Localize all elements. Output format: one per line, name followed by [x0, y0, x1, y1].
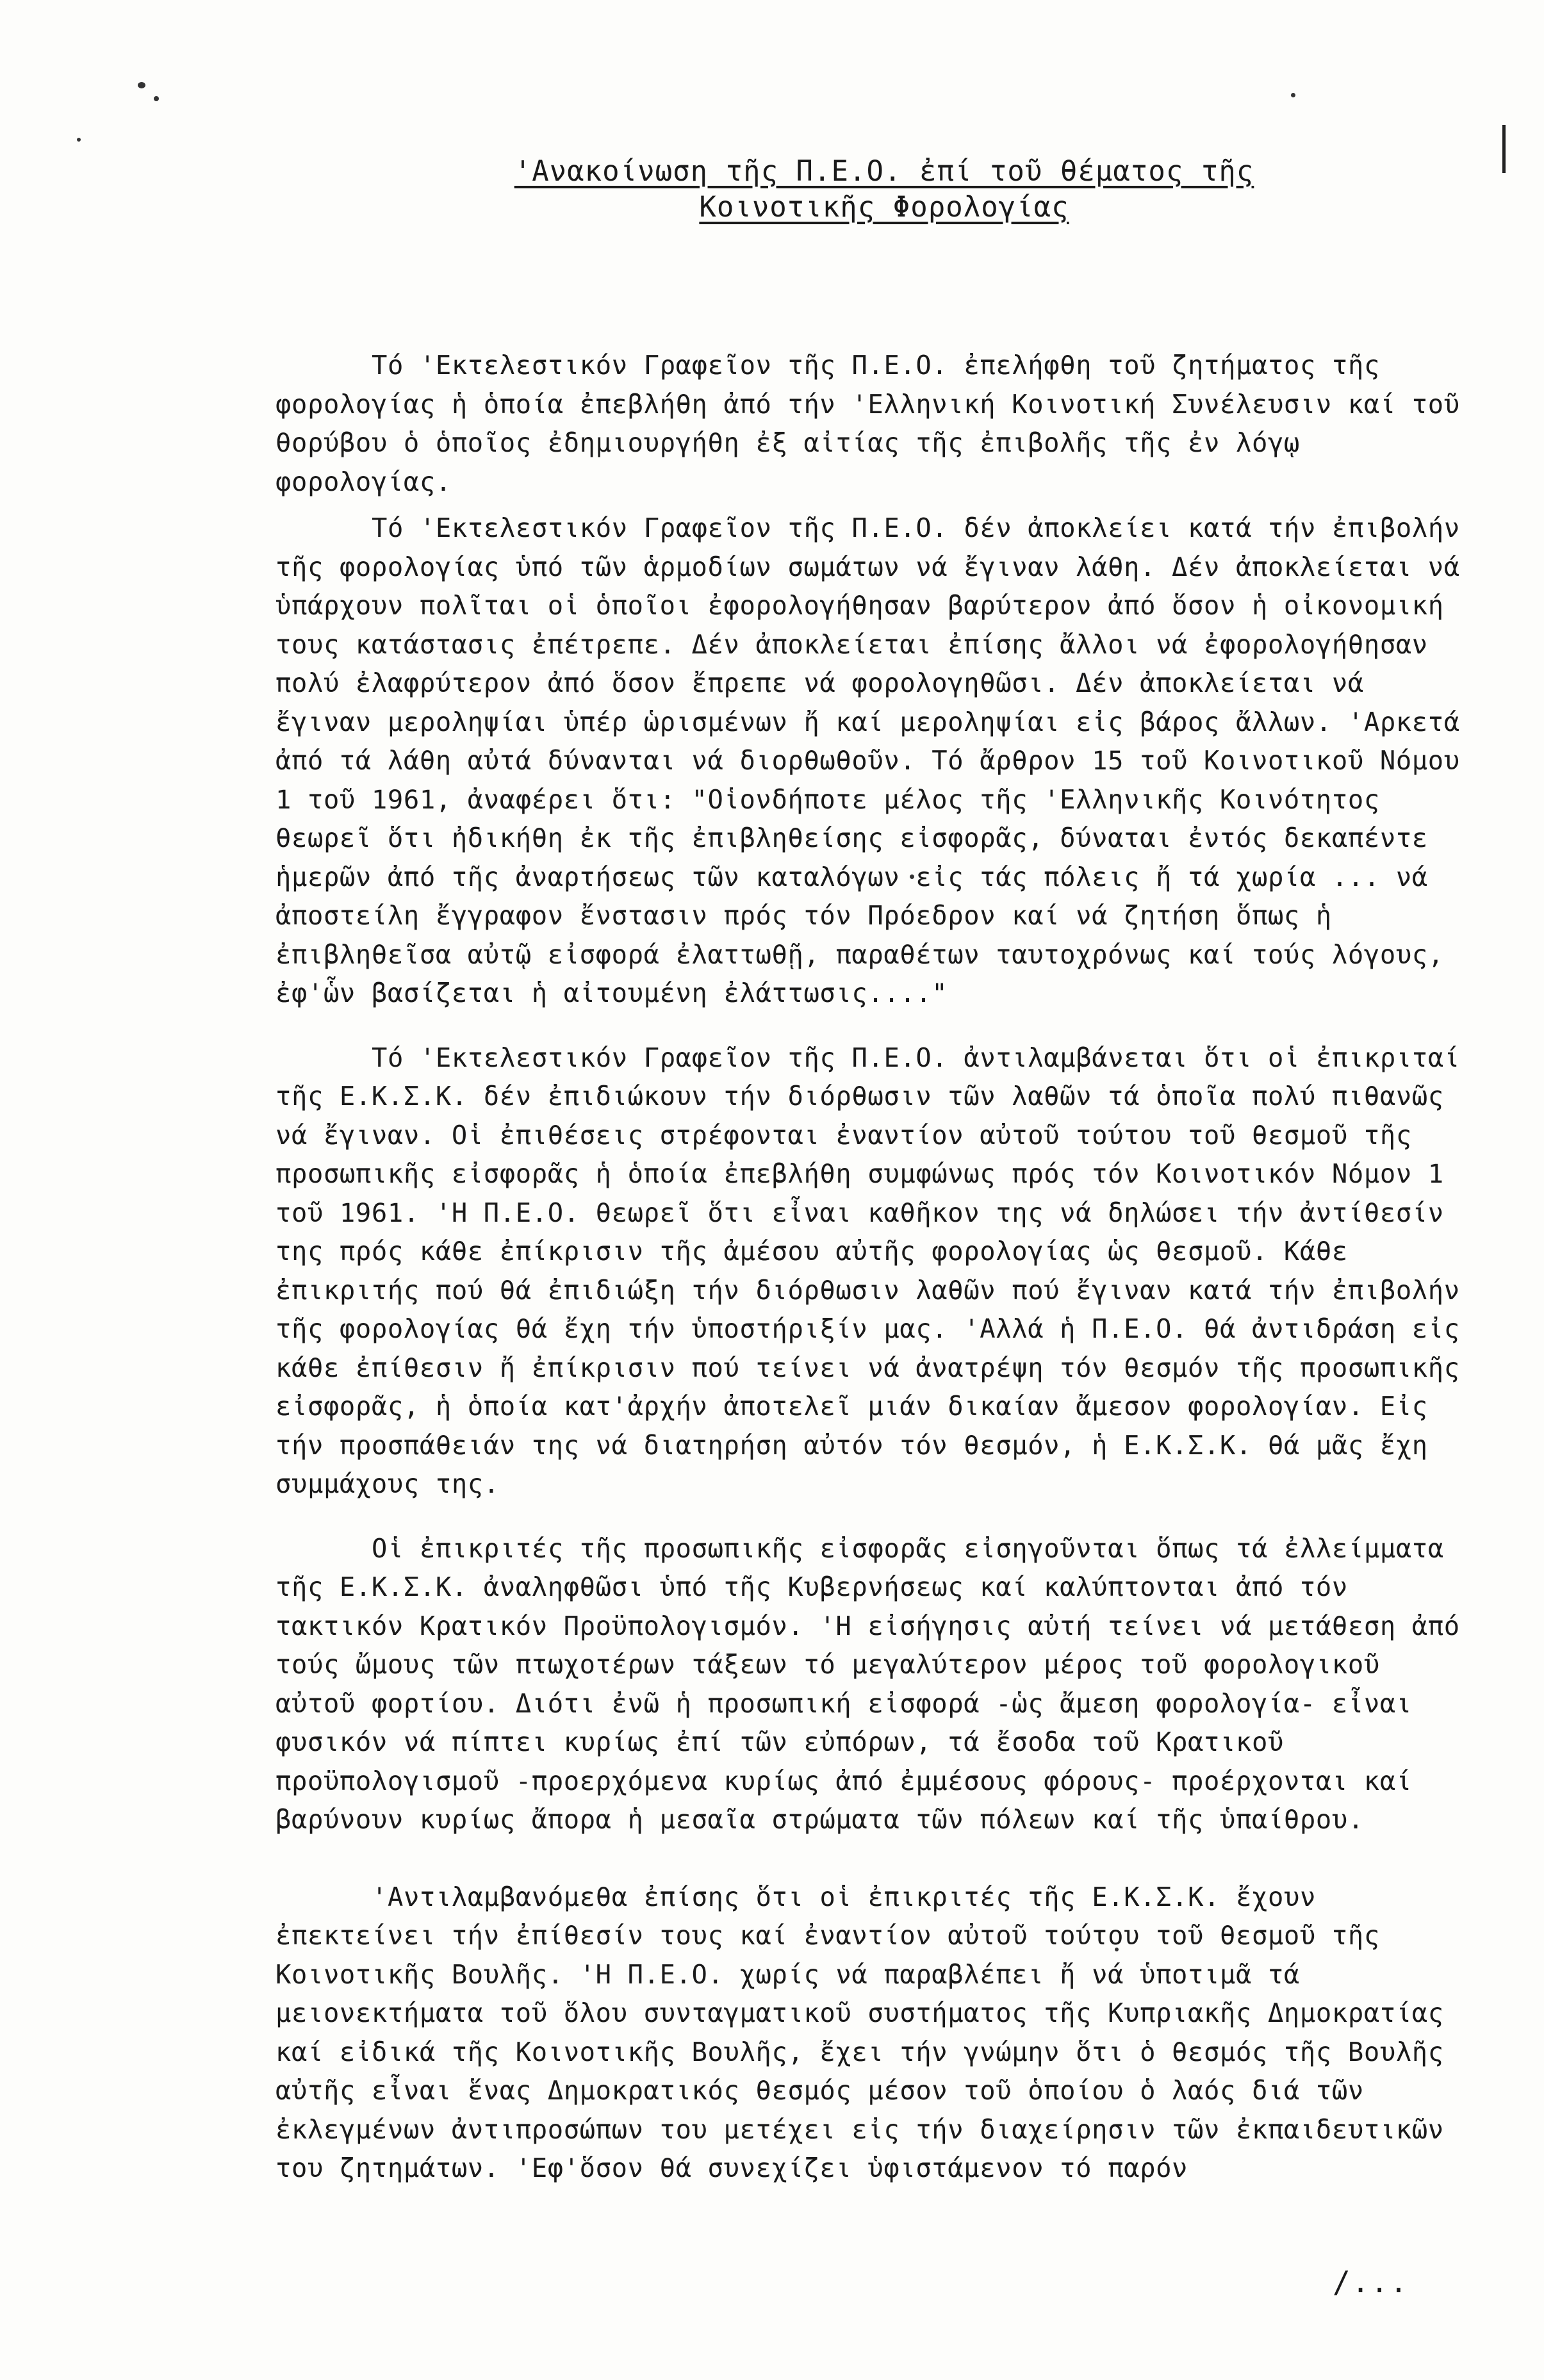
document-title: [500, 154, 1269, 226]
paragraph-5: 'Αντιλαμβανόμεθα ἐπίσης ὅτι οἱ ἐπικριτές τῆς Ε.Κ.Σ.Κ. ἔχουν ἐπεκτείνει τήν ἐπίθεσίν τους καί ἐναντίον αὐτοῦ τούτου τοῦ θεσμοῦ τῆς Κοινοτικῆς Βουλῆς. 'Η Π.Ε.Ο. χωρίς νά παραβλέπει ἤ νά ὑποτιμᾶ τά μειονεκτήματα τοῦ ὅλου συνταγματικοῦ συστήματος τῆς Κυπριακῆς Δημοκρατίας καί εἰδικά τῆς Κοινοτικῆς Βουλῆς, ἔχει τήν γνώμην ὅτι ὁ θεσμός τῆς Βουλῆς αὐτῆς εἶναι ἕνας Δημοκρατικός θεσμός μέσον τοῦ ὁποίου ὁ λαός διά τῶν ἐκλεγμένων ἀντιπροσώπων του μετέχει εἰς τήν διαχείρησιν τῶν ἐκπαιδευτικῶν του ζητημάτων. 'Εφ'ὅσον θά συνεχίζει ὑφιστάμενον τό παρόν: [275, 1881, 1444, 2183]
title-line-2: Κοινοτικῆς Φορολογίας: [699, 191, 1069, 224]
title-line-1: 'Ανακοίνωση τῆς Π.Ε.Ο. ἐπί τοῦ θέματος τῆς: [514, 155, 1254, 188]
margin-mark: [1502, 125, 1506, 173]
paragraph-1: Τό 'Εκτελεστικόν Γραφεῖον τῆς Π.Ε.Ο. ἐπελήφθη τοῦ ζητήματος τῆς φορολογίας ἡ ὁποία ἐπεβλήθη ἀπό τήν 'Ελληνική Κοινοτική Συνέλευσιν καί τοῦ θορύβου ὁ ὁποῖος ἐδημιουργήθη ἐξ αἰτίας τῆς ἐπιβολῆς τῆς ἐν λόγῳ φορολογίας.: [275, 350, 1460, 497]
scan-speck: [77, 138, 81, 142]
scan-speck: [154, 96, 159, 101]
paragraph-3: Τό 'Εκτελεστικόν Γραφεῖον τῆς Π.Ε.Ο. ἀντιλαμβάνεται ὅτι οἱ ἐπικριταί τῆς Ε.Κ.Σ.Κ. δέν ἐπιδιώκουν τήν διόρθωσιν τῶν λαθῶν τά ὁποῖα πολύ πιθανῶς νά ἔγιναν. Οἱ ἐπιθέσεις στρέφονται ἐναντίον αὐτοῦ τούτου τοῦ θεσμοῦ τῆς προσωπικῆς εἰσφορᾶς ἡ ὁποία ἐπεβλήθη συμφώνως πρός τόν Κοινοτικόν Νόμον 1 τοῦ 1961. 'Η Π.Ε.Ο. θεωρεῖ ὅτι εἶναι καθῆκον της νά δηλώσει τήν ἀντίθεσίν της πρός κάθε ἐπίκρισιν τῆς ἀμέσου αὐτῆς φορολογίας ὡς θεσμοῦ. Κάθε ἐπικριτής πού θά ἐπιδιώξη τήν διόρθωσιν λαθῶν πού ἔγιναν κατά τήν ἐπιβολήν τῆς φορολογίας θά ἔχη τήν ὑποστήριξίν μας. 'Αλλά ἡ Π.Ε.Ο. θά ἀντιδράση εἰς κάθε ἐπίθεσιν ἤ ἐπίκρισιν πού τείνει νά ἀνατρέψη τόν θεσμόν τῆς προσωπικῆς εἰσφορᾶς, ἡ ὁποία κατ'ἀρχήν ἀποτελεῖ μιάν δικαίαν ἄμεσον φορολογίαν. Εἰς τήν προσπάθειάν της νά διατηρήση αὐτόν τόν θεσμόν, ἡ Ε.Κ.Σ.Κ. θά μᾶς ἔχη συμμάχους της.: [275, 1042, 1460, 1499]
continuation-mark: /...: [1333, 2265, 1409, 2299]
paragraph-2: Τό 'Εκτελεστικόν Γραφεῖον τῆς Π.Ε.Ο. δέν ἀποκλείει κατά τήν ἐπιβολήν τῆς φορολογίας ὑπό τῶν ἁρμοδίων σωμάτων νά ἔγιναν λάθη. Δέν ἀποκλείεται νά ὑπάρχουν πολῖται οἱ ὁποῖοι ἐφορολογήθησαν βαρύτερον ἀπό ὅσον ἡ οἰκονομική τους κατάστασις ἐπέτρεπε. Δέν ἀποκλείεται ἐπίσης ἄλλοι νά ἐφορολογήθησαν πολύ ἐλαφρύτερον ἀπό ὅσον ἔπρεπε νά φορολογηθῶσι. Δέν ἀποκλείεται νά ἔγιναν μεροληψίαι ὑπέρ ὡρισμένων ἤ καί μεροληψίαι εἰς βάρος ἄλλων. 'Αρκετά ἀπό τά λάθη αὐτά δύνανται νά διορθωθοῦν. Τό ἄρθρον 15 τοῦ Κοινοτικοῦ Νόμου 1 τοῦ 1961, ἀναφέρει ὅτι: "Οἱονδήποτε μέλος τῆς 'Ελληνικῆς Κοινότητος θεωρεῖ ὅτι ἠδικήθη ἐκ τῆς ἐπιβληθείσης εἰσφορᾶς, δύναται ἐντός δεκαπέντε ἡμερῶν ἀπό τῆς ἀναρτήσεως τῶν καταλόγων εἰς τάς πόλεις ἤ τά χωρία ... νά ἀποστείλη ἔγγραφον ἔνστασιν πρός τόν Πρόεδρον καί νά ζητήση ὅπως ἡ ἐπιβληθεῖσα αὐτῷ εἰσφορά ἐλαττωθῇ, παραθέτων ταυτοχρόνως καί τούς λόγους, ἐφ'ὧν βασίζεται ἡ αἰτουμένη ἐλάττωσις....": [275, 513, 1460, 1008]
paragraph-4: Οἱ ἐπικριτές τῆς προσωπικῆς εἰσφορᾶς εἰσηγοῦνται ὅπως τά ἐλλείμματα τῆς Ε.Κ.Σ.Κ. ἀναληφθῶσι ὑπό τῆς Κυβερνήσεως καί καλύπτονται ἀπό τόν τακτικόν Κρατικόν Προϋπολογισμόν. 'Η εἰσήγησις αὐτή τείνει νά μετάθεση ἀπό τούς ὤμους τῶν πτωχοτέρων τάξεων τό μεγαλύτερον μέρος τοῦ φορολογικοῦ αὐτοῦ φορτίου. Διότι ἐνῶ ἡ προσωπική εἰσφορά -ὡς ἄμεση φορολογία- εἶναι φυσικόν νά πίπτει κυρίως ἐπί τῶν εὐπόρων, τά ἔσοδα τοῦ Κρατικοῦ προϋπολογισμοῦ -προερχόμενα κυρίως ἀπό ἐμμέσους φόρους- προέρχονται καί βαρύνουν κυρίως ἄπορα ἡ μεσαῖα στρώματα τῶν πόλεων καί τῆς ὑπαίθρου.: [275, 1532, 1460, 1835]
scan-speck: [1291, 93, 1295, 97]
scan-speck: [138, 82, 145, 88]
document-body: [275, 346, 1474, 2188]
